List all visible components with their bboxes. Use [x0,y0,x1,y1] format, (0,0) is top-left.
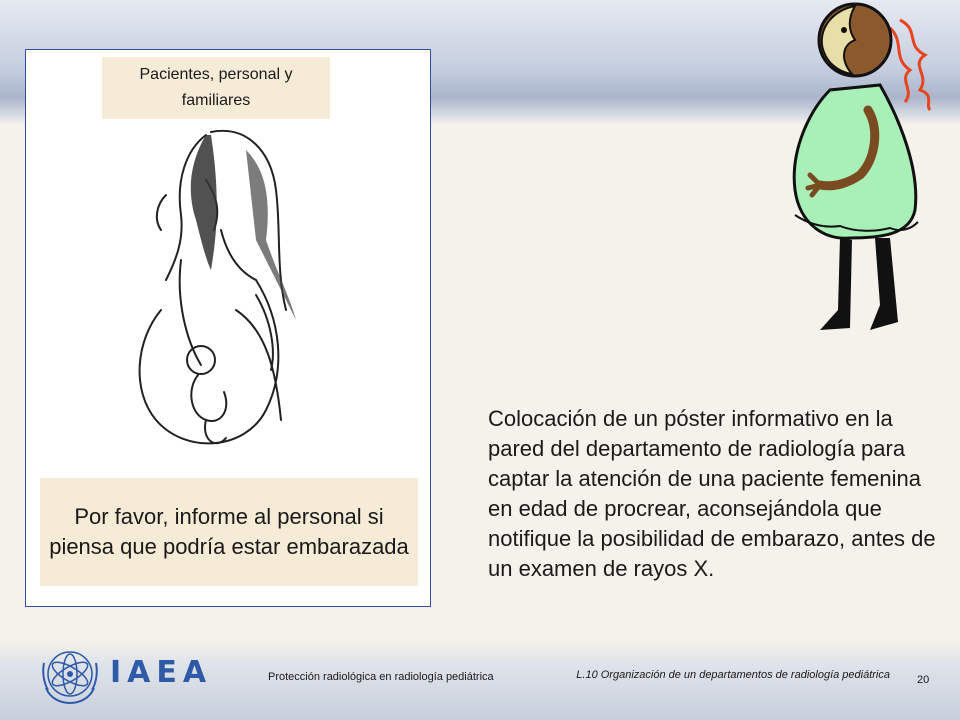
iaea-logo-text: IAEA [110,655,213,690]
pregnancy-poster [25,49,431,607]
poster-footer-text: Por favor, informe al personal si piensa que podría estar embarazada [49,504,409,559]
poster-description: Colocación de un póster informativo en la pared del departamento de radiología para captar la atención de una paciente femenina en edad de procrear, aconsejándola que notifique la posibilidad de embarazo, antes de un examen de rayos X. [488,406,936,581]
lesson-title: L.10 Organización de un departamentos de radiología pediátrica [576,669,890,681]
poster-header-label [102,57,330,119]
pregnant-woman-cartoon [780,0,950,345]
poster-footer-label [40,478,418,586]
poster-header-text: Pacientes, personal y familiares [139,66,293,109]
pregnant-woman-sketch [106,120,356,480]
course-title: Protección radiológica en radiología pediátrica [268,671,494,683]
page-number: 20 [917,674,930,686]
